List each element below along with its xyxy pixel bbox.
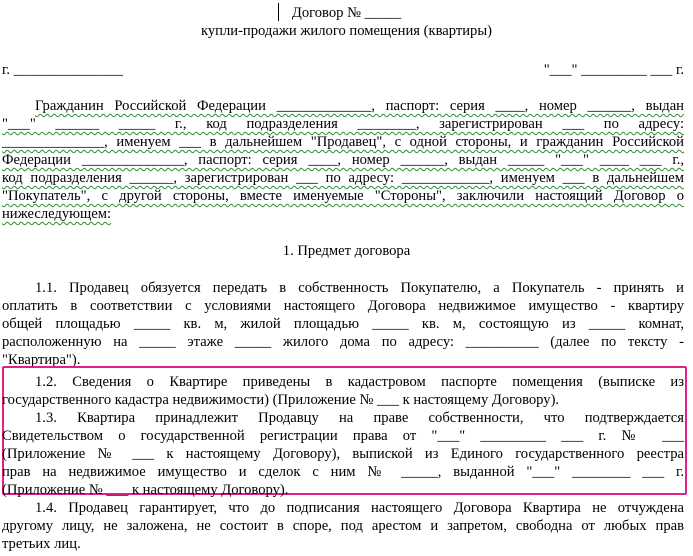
clause-1-1-line: оплатить в соответствии с условиями настоящего Договора недвижимое имущество - квартиру — [2, 298, 684, 314]
parties-line: Федерации ______________, паспорт: серия ____, номер ______, выдан _____ "___" ____ ___ г., — [2, 152, 684, 168]
date-line: "___" _________ ___ г. — [543, 62, 684, 78]
clause-1-4-line: третьих лиц. — [2, 536, 81, 552]
parties-line: "___" ______ _____ г., код подразделения ________, зарегистрирован ___ по адресу: — [2, 116, 684, 132]
contract-title: Договор № _____ — [291, 5, 402, 21]
clause-1-1-line: общей площадью _____ кв. м, жилой площадью _____ кв. м, состоящую из _____ комнат, — [2, 316, 684, 332]
parties-line: "Покупатель", с другой стороны, вместе именуемые "Стороны", заключили настоящий Договор о — [2, 188, 684, 204]
clause-1-3-line: прав на недвижимое имущество и сделок с ним № _____, выданной "___" ________ ___ г. — [2, 464, 684, 480]
clause-1-2-line: 1.2. Сведения о Квартире приведены в кадастровом паспорте помещения (выписке из — [35, 374, 684, 390]
clause-1-2-line: государственного кадастра недвижимости) (Приложение № ___ к настоящему Договору). — [2, 392, 560, 408]
parties-line: нижеследующем: — [2, 206, 112, 222]
clause-1-3-line: (Приложение № ___ к настоящему Договору), выпиской из Единого государственного реестра — [2, 446, 684, 462]
parties-line: код подразделения ______, зарегистрирован ___ по адресу: ____________, именуем ___ в дальнейшем — [2, 170, 684, 186]
contract-subtitle: купли-продажи жилого помещения (квартиры) — [200, 23, 493, 39]
clause-1-4-line: другому лицу, не заложена, не состоит в споре, под арестом и запретом, свободна от любых прав — [2, 518, 684, 534]
clause-1-3-line: (Приложение № ___ к настоящему Договору). — [2, 482, 289, 498]
clause-1-1-line: расположенную на _____ этаже _____ жилого дома по адресу: __________ (далее по тексту - — [2, 334, 684, 350]
section-heading: 1. Предмет договора — [282, 243, 411, 259]
clause-1-1-line: "Квартира"). — [2, 352, 81, 368]
city-line: г. _______________ — [2, 62, 124, 78]
clause-1-4-line: 1.4. Продавец гарантирует, что до подписания настоящего Договора Квартира не отчуждена — [35, 500, 684, 516]
parties-line: ______________, именуем ___ в дальнейшем "Продавец", с одной стороны, и гражданин Российской — [2, 134, 684, 150]
parties-line: Гражданин Российской Федерации _____________, паспорт: серия ____, номер ______, выдан — [35, 98, 684, 114]
clause-1-3-line: 1.3. Квартира принадлежит Продавцу на праве собственности, что подтверждается — [35, 410, 684, 426]
clause-1-1-line: 1.1. Продавец обязуется передать в собственность Покупателю, а Покупатель - принять и — [35, 280, 684, 296]
clause-1-3-line: Свидетельством о государственной регистрации права от "___" _________ ___ г. № ___ — [2, 428, 684, 444]
